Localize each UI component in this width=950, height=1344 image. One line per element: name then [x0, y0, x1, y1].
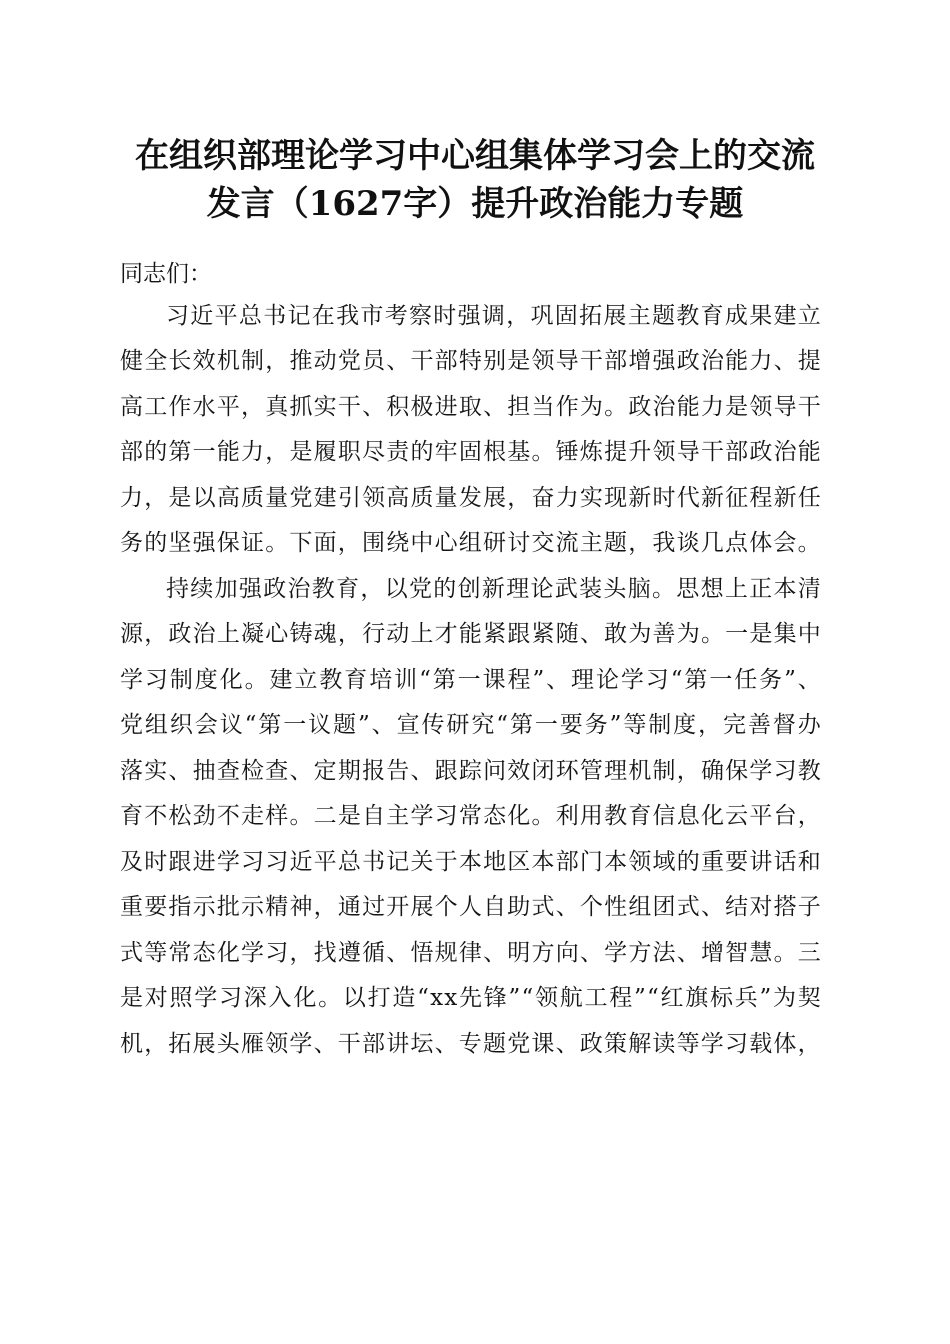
title-line-2: 发言（1627字）提升政治能力专题 [206, 184, 744, 224]
paragraph-intro: 习近平总书记在我市考察时强调，巩固拓展主题教育成果建立健全长效机制，推动党员、干部特别是领导干部增强政治能力、提高工作水平，真抓实干、积极进取、担当作为。政治能力是领导干部的第一能力，是履职尽责的牢固根基。锤炼提升领导干部政治能力，是以高质量党建引领高质量发展，奋力实现新时代新征程新任务的坚强保证。下面，围绕中心组研讨交流主题，我谈几点体会。 [120, 302, 822, 556]
salutation: 同志们： [120, 261, 212, 287]
paragraph-political-education: 持续加强政治教育，以党的创新理论武装头脑。思想上正本清源，政治上凝心铸魂，行动上才能紧跟紧随、敢为善为。一是集中学习制度化。建立教育培训“第一课程”、理论学习“第一任务”、党组织会议“第一议题”、宣传研究“第一要务”等制度，完善督办落实、抽查检查、定期报告、跟踪问效闭环管理机制，确保学习教育不松劲不走样。二是自主学习常态化。利用教育信息化云平台，及时跟进学习习近平总书记关于本地区本部门本领域的重要讲话和重要指示批示精神，通过开展个人自助式、个性组团式、结对搭子式等常态化学习，找遵循、悟规律、明方向、学方法、增智慧。三是对照学习深入化。以打造“xx先锋”“领航工程”“红旗标兵”为契机，拓展头雁领学、干部讲坛、专题党课、政策解读等学习载体， [120, 575, 822, 1057]
document-title [100, 132, 850, 228]
title-line-1: 在组织部理论学习中心组集体学习会上的交流 [135, 136, 815, 176]
document-body [120, 252, 822, 1067]
